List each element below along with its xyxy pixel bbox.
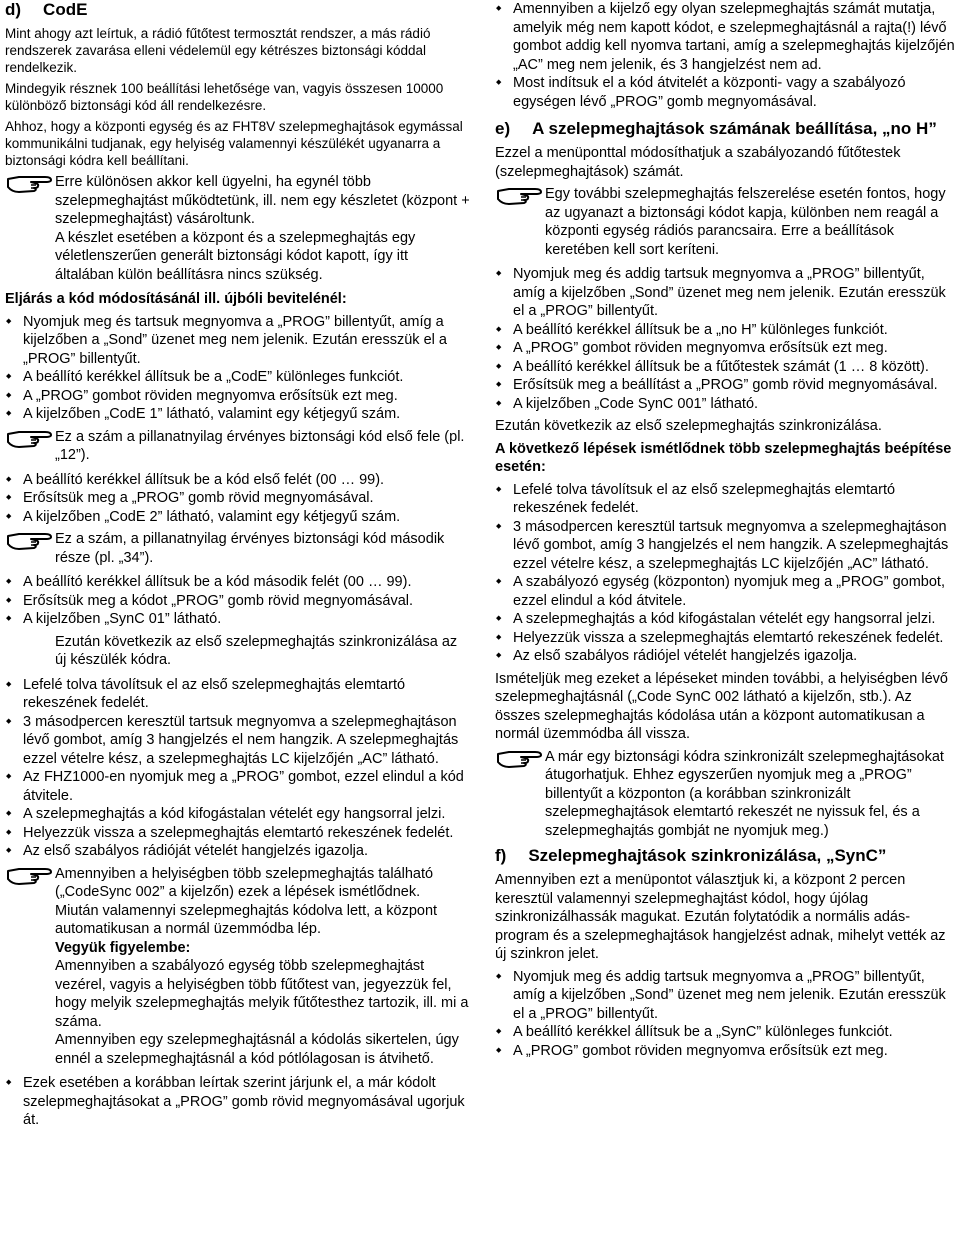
note-block	[495, 748, 955, 841]
section-f-heading	[495, 846, 955, 866]
step-list	[5, 676, 470, 861]
note-text: Egy további szelepmeghajtás felszerelése esetén fontos, hogy az ugyanazt a biztonsági kódot kapja, különben nem reagál a központi egység rádiós parancsaira. Erre a beállítások keretében kell sort keríteni.	[545, 186, 946, 258]
section-title: Szelepmeghajtások szinkronizálása, „SynC”	[528, 846, 887, 865]
note-text: A készlet esetében a központ és a szelepmeghajtás egy véletlenszerűen generált biztonsági kódot kapott, így itt általában külön beállításra nincs szükség.	[55, 229, 416, 283]
list-item: ◆ A beállító kerékkel állítsuk be a kód első felét (00 … 99).	[5, 471, 470, 490]
list-item: ◆ A „PROG” gombot röviden megnyomva erősítsük ezt meg.	[495, 339, 955, 358]
list-item: ◆ A szelepmeghajtás a kód kifogástalan vételét egy hangsorral jelzi.	[5, 805, 470, 824]
section-d-heading	[5, 0, 470, 20]
list-item: ◆ Nyomjuk meg és tartsuk megnyomva a „PROG” billentyűt, amíg a kijelzőben a „Sond” üzenet meg nem jelenik. Ezután eresszük el a „PROG” billentyűt.	[5, 313, 470, 369]
intro-paragraph: Mindegyik résznek 100 beállítási lehetősége van, vagyis összesen 10000 különböző biztonsági kód áll rendelkezésre.	[5, 81, 444, 113]
list-item: ◆ Erősítsük meg a „PROG” gomb rövid megnyomásával.	[5, 489, 470, 508]
list-item: ◆ Az első szabályos rádiójel vételét hangjelzés igazolja.	[495, 647, 955, 666]
list-item: ◆ A „PROG” gombot röviden megnyomva erősítsük ezt meg.	[5, 387, 470, 406]
list-item: ◆ A beállító kerékkel állítsuk be a „CodE” különleges funkciót.	[5, 368, 470, 387]
pointing-hand-icon	[495, 185, 545, 205]
section-title: A szelepmeghajtások számának beállítása, „no H”	[532, 119, 937, 138]
list-item: ◆ Lefelé tolva távolítsuk el az első szelepmeghajtás elemtartó rekeszének fedelét.	[495, 481, 955, 518]
step-list	[495, 968, 955, 1061]
list-item: ◆ Amennyiben a kijelző egy olyan szelepmeghajtás számát mutatja, amelyik még nem kapott kódot, e szelepmeghajtásnál a rajta(!) lévő gombot addig kell nyomva tartani, amíg a szelepmeghajtás kijelzőjén „AC” meg nem jelenik, és 3 hangjelzést nem ad.	[495, 0, 955, 74]
left-column	[5, 0, 470, 1134]
step-list	[495, 265, 955, 413]
paragraph: Ezután következik az első szelepmeghajtás szinkronizálása.	[495, 418, 882, 434]
note-text: Amennyiben egy szelepmeghajtásnál a kódolás sikertelen, úgy ennél a szelepmeghajtásnál a kód pótlólagosan is átvihető.	[55, 1032, 459, 1067]
section-label: f)	[495, 846, 507, 865]
pointing-hand-icon	[5, 865, 55, 885]
list-item: ◆ Nyomjuk meg és addig tartsuk megnyomva a „PROG” billentyűt, amíg a kijelzőben „Sond” üzenet meg nem jelenik. Ezután eresszük el a „PROG” billentyűt.	[495, 968, 955, 1024]
list-item: ◆ A kijelzőben „Code SynC 001” látható.	[495, 395, 955, 414]
list-item: ◆ Az első szabályos rádióját vételét hangjelzés igazolja.	[5, 842, 470, 861]
list-item: ◆ Nyomjuk meg és addig tartsuk megnyomva a „PROG” billentyűt, amíg a kijelzőben „Sond” üzenet meg nem jelenik. Ezután eresszük el a „PROG” billentyűt.	[495, 265, 955, 321]
step-list	[5, 471, 470, 527]
note-text: A már egy biztonsági kódra szinkronizált szelepmeghajtásokat átugorhatjuk. Ehhez egyszerűen nyomjuk meg a „PROG” billentyűt a központon (a korábban szinkronizált szelepmeghajtások elemtartó rekeszét ne nyissuk fel, és a szelepmeghajtás gombját ne nyomjuk meg.)	[545, 748, 944, 839]
list-item: ◆ A beállító kerékkel állítsuk be a fűtőtestek számát (1 … 8 között).	[495, 358, 955, 377]
list-item: ◆ Lefelé tolva távolítsuk el az első szelepmeghajtás elemtartó rekeszének fedelét.	[5, 676, 470, 713]
pointing-hand-icon	[5, 530, 55, 550]
note-block	[5, 530, 470, 567]
note-block	[5, 865, 470, 1069]
section-title: CodE	[43, 0, 88, 19]
repeat-heading: A következő lépések ismétlődnek több szelepmeghajtás beépítése esetén:	[495, 440, 952, 475]
list-item: ◆ Ezek esetében a korábban leírtak szerint járjunk el, a már kódolt szelepmeghajtásokat a „PROG” gomb rövid megnyomásával ugorjuk át.	[5, 1074, 470, 1130]
note-block	[5, 633, 470, 670]
note-text: Ez a szám a pillanatnyilag érvényes biztonsági kód első fele (pl. „12”).	[55, 428, 465, 463]
paragraph: Ismételjük meg ezeket a lépéseket minden további, a helyiségben lévő szelepmeghajtásnál („Code SynC 002 látható a kijelzőn, stb.). Az összes szelepmeghajtás kódolása után a központ automatikusan a normál üzemmódba áll vissza.	[495, 670, 948, 742]
note-block	[495, 185, 955, 259]
list-item: ◆ A kijelzőben „CodE 2” látható, valamint egy kétjegyű szám.	[5, 508, 470, 527]
note-text: Miután valamennyi szelepmeghajtás kódolva lett, a központ automatikusan a normál üzemmódba lép.	[55, 902, 438, 937]
pointing-hand-icon	[495, 748, 545, 768]
note-block	[5, 428, 470, 465]
section-label: e)	[495, 119, 511, 138]
step-list	[495, 481, 955, 666]
note-text: Ez a szám, a pillanatnyilag érvényes biztonsági kód második része (pl. „34”).	[55, 531, 445, 566]
section-label: d)	[5, 0, 22, 19]
list-item: ◆ Helyezzük vissza a szelepmeghajtás elemtartó rekeszének fedelét.	[5, 824, 470, 843]
section-intro: Ezzel a menüponttal módosíthatjuk a szabályozandó fűtőtestek (szelepmeghajtások) számát.	[495, 145, 901, 180]
list-item: ◆ Helyezzük vissza a szelepmeghajtás elemtartó rekeszének fedelét.	[495, 629, 955, 648]
list-item: ◆ Erősítsük meg a beállítást a „PROG” gomb rövid megnyomásával.	[495, 376, 955, 395]
list-item: ◆ 3 másodpercen keresztül tartsuk megnyomva a szelepmeghajtáson lévő gombot, amíg 3 hangjelzés el nem hangzik. A szelepmeghajtás ezzel vételre kész, a szelepmeghajtás LC kijelzőjén „AC” látható.	[495, 518, 955, 574]
step-list	[495, 0, 955, 111]
list-item: ◆ A kijelzőben „SynC 01” látható.	[5, 610, 470, 629]
intro-paragraph: Mint ahogy azt leírtuk, a rádió fűtőtest termosztát rendszer, a más rádió rendszerek zavarása elleni védelemül egy kétrészes biztonsági kóddal rendelkezik.	[5, 26, 431, 75]
step-list	[5, 313, 470, 424]
step-list	[5, 573, 470, 629]
note-attention: Vegyük figyelembe:	[55, 939, 191, 956]
procedure-heading: Eljárás a kód módosításánál ill. újbóli bevitelénél:	[5, 291, 347, 307]
list-item: ◆ A szabályozó egység (központon) nyomjuk meg a „PROG” gombot, ezzel elindul a kód átvitele.	[495, 573, 955, 610]
list-item: ◆ A beállító kerékkel állítsuk be a kód második felét (00 … 99).	[5, 573, 470, 592]
note-text: Amennyiben a helyiségben több szelepmeghajtás található („CodeSync 002” a kijelzőn) ezek a lépések ismétlődnek.	[55, 865, 434, 900]
right-column	[495, 0, 955, 1064]
step-list	[5, 1074, 470, 1130]
note-text: Ezután következik az első szelepmeghajtás szinkronizálása az új készülék kódra.	[55, 633, 458, 668]
section-e-heading	[495, 119, 955, 139]
list-item: ◆ Most indítsuk el a kód átvitelét a központi- vagy a szabályozó egységen lévő „PROG” gomb megnyomásával.	[495, 74, 955, 111]
section-intro: Amennyiben ezt a menüpontot választjuk ki, a központ 2 percen keresztül valamennyi szelepmeghajtást kódol, hogy újólag szinkronizálhassák magukat. Ezután folytatódik a normális adás-program és a szelepmeghajtások hangjelzést adnak, mihelyt vették az új szinkron jelet.	[495, 872, 946, 962]
pointing-hand-icon	[5, 428, 55, 448]
list-item: ◆ A beállító kerékkel állítsuk be a „no H” különleges funkciót.	[495, 321, 955, 340]
list-item: ◆ Az FHZ1000-en nyomjuk meg a „PROG” gombot, ezzel elindul a kód átvitele.	[5, 768, 470, 805]
list-item: ◆ A kijelzőben „CodE 1” látható, valamint egy kétjegyű szám.	[5, 405, 470, 424]
note-text: Erre különösen akkor kell ügyelni, ha egynél több szelepmeghajtást működtetünk, ill. nem egy készletet (központ + szelepmeghajtást) vásároltunk.	[55, 174, 470, 227]
list-item: ◆ 3 másodpercen keresztül tartsuk megnyomva a szelepmeghajtáson lévő gombot, amíg 3 hangjelzés el nem hangzik. A szelepmeghajtás ezzel vételre kész, a szelepmeghajtás LC kijelzőjén „AC” látható.	[5, 713, 470, 769]
note-block	[5, 173, 470, 284]
list-item: ◆ A beállító kerékkel állítsuk be a „SynC” különleges funkciót.	[495, 1023, 955, 1042]
list-item: ◆ Erősítsük meg a kódot „PROG” gomb rövid megnyomásával.	[5, 592, 470, 611]
note-text: Amennyiben a szabályozó egység több szelepmeghajtást vezérel, vagyis a helyiségben több fűtőtest van, jegyezzük fel, hogy melyik szelepmeghajtás melyik fűtőtesthez tartozik, ill. mi a száma.	[55, 958, 469, 1030]
pointing-hand-icon	[5, 173, 55, 193]
list-item: ◆ A „PROG” gombot röviden megnyomva erősítsük ezt meg.	[495, 1042, 955, 1061]
intro-paragraph: Ahhoz, hogy a központi egység és az FHT8V szelepmeghajtások egymással kommunikálni tudjanak, egy helyiség valamennyi készülékét ugyanarra a biztonsági kódra kell beállítani.	[5, 119, 463, 168]
list-item: ◆ A szelepmeghajtás a kód kifogástalan vételét egy hangsorral jelzi.	[495, 610, 955, 629]
